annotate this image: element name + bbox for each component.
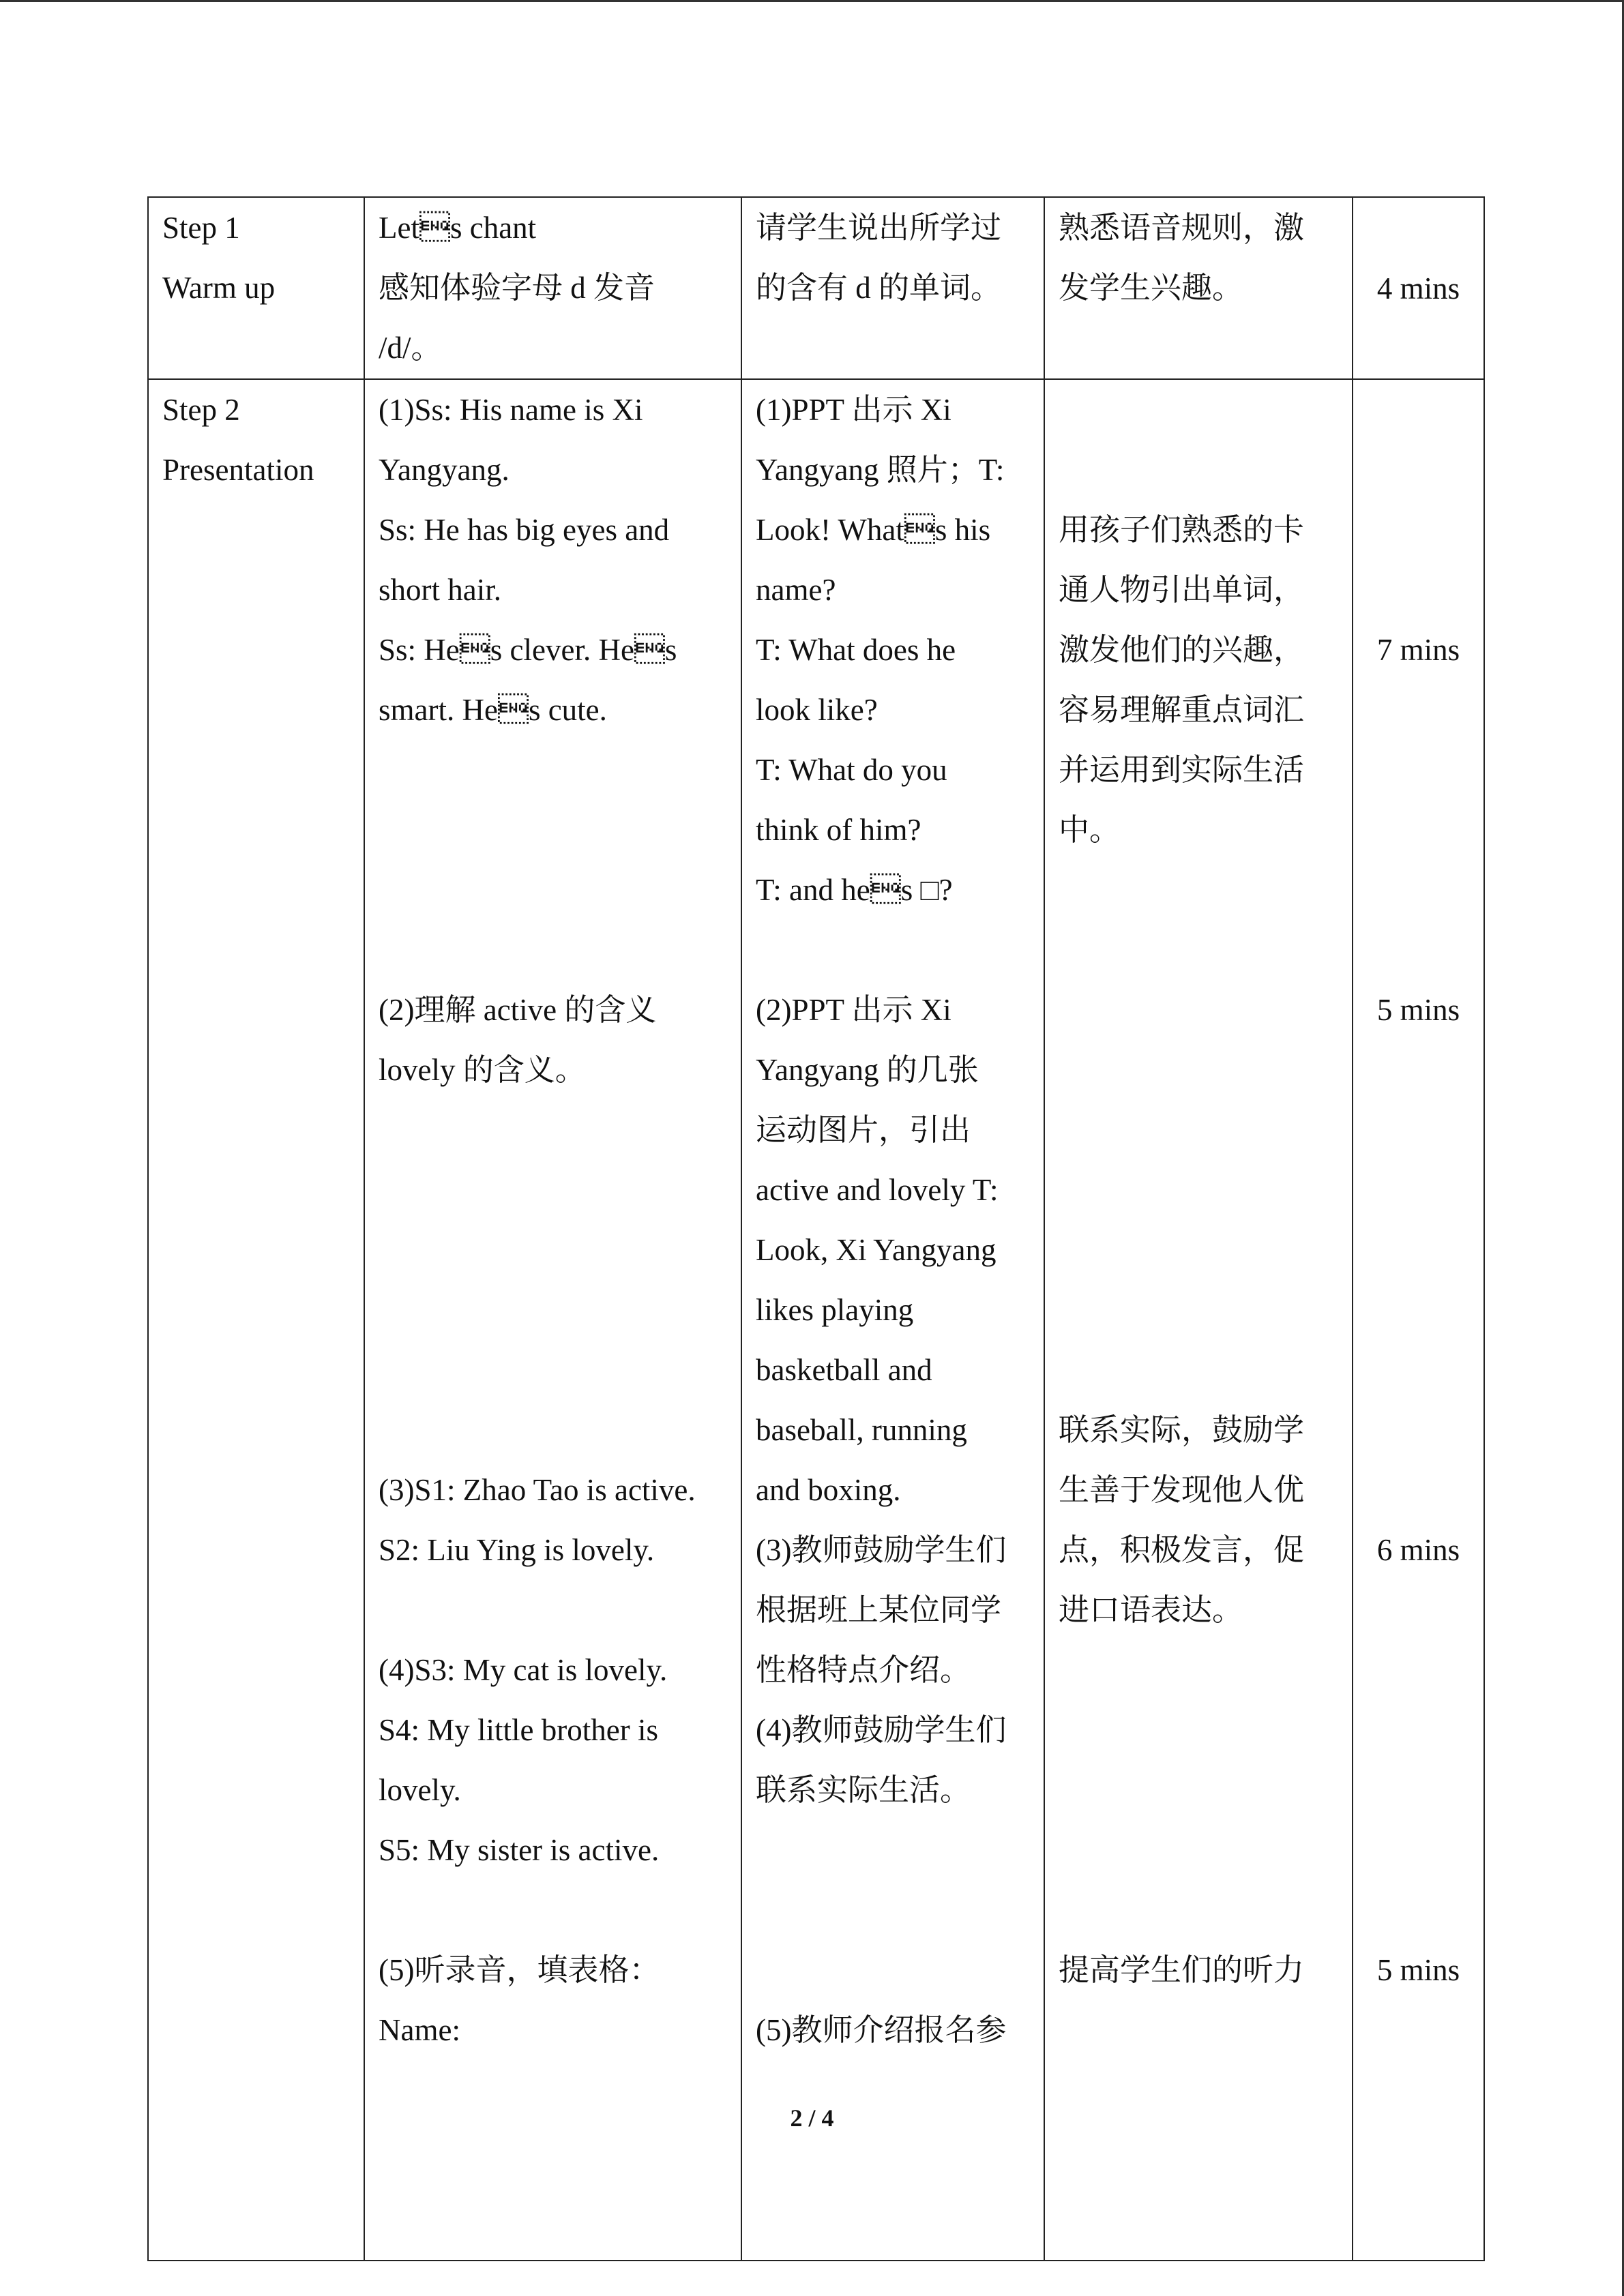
time-value: 4 mins [1376,271,1460,305]
activity-line: smart. Hes cute. [379,693,607,727]
teacher-line: T: and hes □? [756,873,953,907]
teacher-line: 请学生说出所学过 [756,211,1002,245]
purpose-line: 生善于发现他人优 [1059,1473,1305,1507]
activity-line: S2: Liu Ying is lovely. [379,1533,655,1567]
activity-line: Lets chant [379,211,537,245]
teacher-line: (1)PPT 出示 Xi [756,393,951,427]
teacher-cell [741,379,1044,2261]
teacher-line: 的含有 d 的单词。 [756,271,1002,305]
teacher-line: name? [756,573,836,607]
activity-line: 感知体验字母 d 发音 [379,271,655,305]
teacher-line: (2)PPT 出示 Xi [756,993,951,1027]
teacher-line: T: What do you [756,753,947,787]
purpose-line: 并运用到实际生活 [1059,753,1305,787]
teacher-line: 性格特点介绍。 [756,1653,971,1687]
activity-line: (3)S1: Zhao Tao is active. [379,1473,696,1507]
purpose-line: 中。 [1059,813,1121,847]
activity-cell [364,197,741,379]
activity-line: lovely. [379,1773,461,1807]
table-row [148,379,1484,2261]
activity-line: (1)Ss: His name is Xi [379,393,643,427]
purpose-cell [1044,379,1353,2261]
purpose-line: 容易理解重点词汇 [1059,693,1305,727]
teacher-line: and boxing. [756,1473,901,1507]
activity-line: S4: My little brother is [379,1713,658,1747]
step-title: Step 1 [162,211,240,245]
purpose-line: 点，积极发言，促 [1059,1533,1305,1567]
teacher-line: think of him? [756,813,921,847]
activity-cell [364,379,741,2261]
teacher-line: baseball, running [756,1413,967,1447]
teacher-line: Look, Xi Yangyang [756,1233,996,1267]
activity-line: Yangyang. [379,453,510,487]
page-edge-top [0,0,1624,2]
purpose-line: 联系实际，鼓励学 [1059,1413,1305,1447]
purpose-line: 发学生兴趣。 [1059,271,1243,305]
purpose-line: 熟悉语音规则，激 [1059,211,1305,245]
teacher-line: Yangyang 的几张 [756,1053,979,1087]
teacher-line: 根据班上某位同学 [756,1593,1002,1627]
activity-line: lovely 的含义。 [379,1053,586,1087]
teacher-line: active and lovely T: [756,1173,999,1207]
teacher-line: (3)教师鼓励学生们 [756,1533,1007,1567]
step-label: Presentation [162,453,314,487]
step-cell [148,197,364,379]
teacher-line: likes playing [756,1293,914,1327]
time-value: 5 mins [1376,993,1460,1027]
time-cell [1353,379,1484,2261]
lesson-plan-table [147,196,1485,2261]
activity-line: Ss: Hes clever. Hes [379,633,677,667]
purpose-line: 激发他们的兴趣， [1059,633,1305,667]
activity-line: Name: [379,2013,460,2047]
activity-line: Ss: He has big eyes and [379,513,670,547]
time-cell [1353,197,1484,379]
step-title: Step 2 [162,393,240,427]
time-value: 5 mins [1376,1953,1460,1987]
teacher-line: look like? [756,693,878,727]
activity-line: (5)听录音，填表格： [379,1953,660,1987]
teacher-line: 联系实际生活。 [756,1773,971,1807]
activity-line: /d/。 [379,331,442,365]
purpose-line: 通人物引出单词， [1059,573,1305,607]
activity-line: (4)S3: My cat is lovely. [379,1653,668,1687]
time-value: 7 mins [1376,633,1460,667]
teacher-cell [741,197,1044,379]
teacher-line: (5)教师介绍报名参 [756,2013,1007,2047]
purpose-line: 进口语表达。 [1059,1593,1243,1627]
teacher-line: 运动图片，引出 [756,1113,971,1147]
purpose-line: 提高学生们的听力 [1059,1953,1305,1987]
step-label: Warm up [162,271,276,305]
purpose-line: 用孩子们熟悉的卡 [1059,513,1305,547]
teacher-line: basketball and [756,1353,932,1387]
activity-line: short hair. [379,573,501,607]
activity-line: S5: My sister is active. [379,1833,660,1867]
teacher-line: (4)教师鼓励学生们 [756,1713,1007,1747]
step-cell [148,379,364,2261]
teacher-line: T: What does he [756,633,956,667]
teacher-line: Look! Whats his [756,513,991,547]
table-row [148,197,1484,379]
activity-line: (2)理解 active 的含义 [379,993,657,1027]
teacher-line: Yangyang 照片；T: [756,453,1005,487]
page-number: 2 / 4 [790,2104,834,2132]
purpose-cell [1044,197,1353,379]
time-value: 6 mins [1376,1533,1460,1567]
